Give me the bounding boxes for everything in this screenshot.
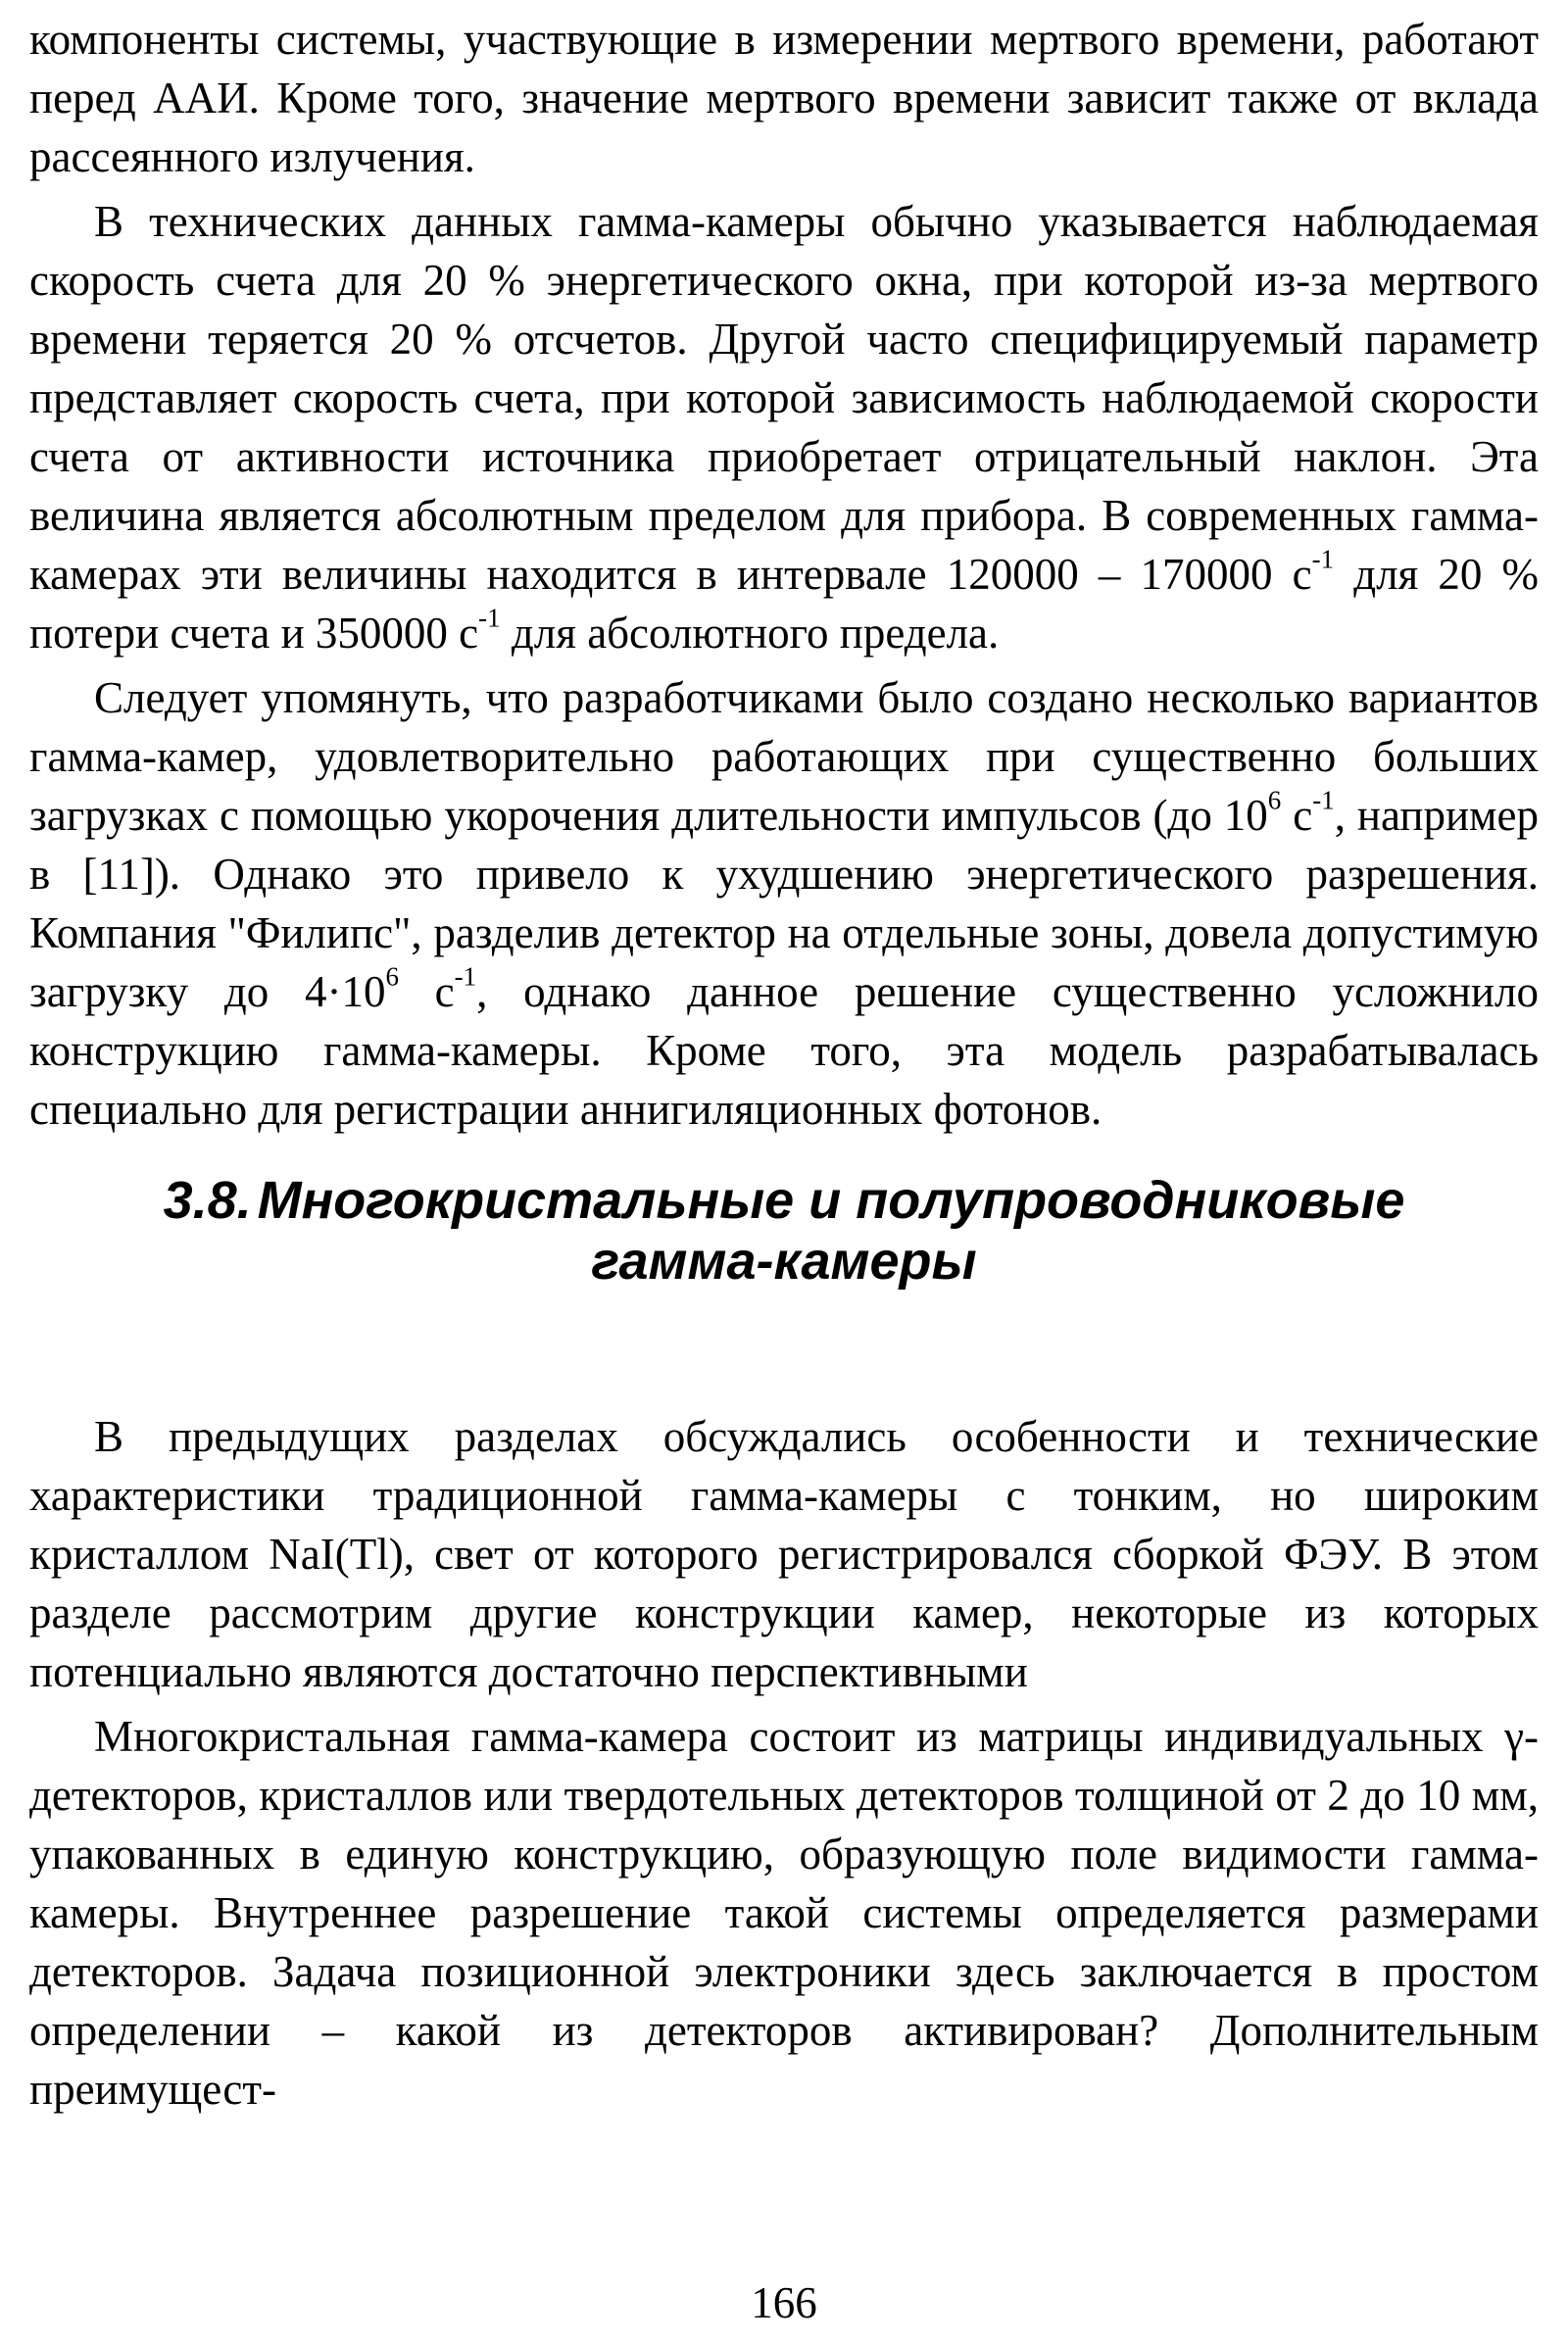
paragraph-text: Многокристальная гамма-камера состоит из матрицы индивидуальных γ-детекторов, кристаллов или твердотельных детекторов толщиной от 2 до 10 мм, упакованных в единую конструкцию, образующую поле видимости гамма-камеры. Внутреннее разрешение такой системы определяется размерами детекторов. Задача позиционной электроники здесь заключается в простом определении – какой из детекторов активирован? Дополнительным преимущест- xyxy=(29,1712,1539,2114)
paragraph-text: В технических данных гамма-камеры обычно указывается наблюдаемая скорость счета для 20 % энергетического окна, при которой из-за мертвого времени теряется 20 % отсчетов. Другой часто специфицируемый параметр представляет скорость счета, при которой зависимость наблюдаемой скорости счета от активности источника приобретает отрицательный наклон. Эта величина является абсолютным пределом для прибора. В современных гамма-камерах эти величины находится в интервале 120000 – 170000 с xyxy=(29,197,1539,599)
page-number: 166 xyxy=(751,2278,817,2327)
section-number: 3.8. xyxy=(163,1171,252,1230)
paragraph-text: с xyxy=(1281,791,1313,840)
section-title-line2: гамма-камеры xyxy=(591,1232,977,1291)
paragraph-multicrystal xyxy=(29,1707,1539,2119)
paragraph-text: Следует упомянуть, что разработчиками было создано несколько вариантов гамма-камер, удовлетворительно работающих при существенно больших загрузках с помощью укорочения длительности импульсов (до 10 xyxy=(29,673,1539,840)
paragraph-text: для абсолютного предела. xyxy=(500,609,1000,658)
superscript: 6 xyxy=(385,961,399,992)
paragraph-text: В предыдущих разделах обсуждались особенности и технические характеристики традиционной гамма-камеры с тонким, но широким кристаллом NaI(Tl), свет от которого регистрировался сборкой ФЭУ. В этом разделе рассмотрим другие конструкции камер, некоторые из которых потенциально являются достаточно перспективными xyxy=(29,1412,1539,1696)
paragraph-text: с xyxy=(398,967,455,1016)
paragraph-text: , однако данное решение существенно усложнило конструкцию гамма-камеры. Кроме того, эта модель разрабатывалась специально для регистрации аннигиляционных фотонов. xyxy=(29,967,1539,1134)
paragraph-intro xyxy=(29,1407,1539,1701)
superscript: 6 xyxy=(1267,785,1282,815)
paragraph-count-rate xyxy=(29,192,1539,662)
paragraph-continuation xyxy=(29,10,1539,186)
page-body xyxy=(29,10,1539,2124)
superscript: -1 xyxy=(1311,544,1335,574)
paragraph-high-load xyxy=(29,668,1539,1139)
superscript: -1 xyxy=(478,603,501,633)
section-heading xyxy=(29,1170,1539,1292)
superscript: -1 xyxy=(454,961,477,992)
superscript: -1 xyxy=(1312,785,1335,815)
paragraph-text: компоненты системы, участвующие в измерении мертвого времени, работают перед ААИ. Кроме того, значение мертвого времени зависит также от вклада рассеянного излучения. xyxy=(29,15,1539,181)
section-title-line1: Многокристальные и полупроводниковые xyxy=(257,1171,1405,1230)
paragraph-text: для 20 % потери счета и 350000 с xyxy=(29,550,1539,658)
paragraph-text: , например в [11]). Однако это привело к ухудшению энергетического разрешения. Компания "Филипс", разделив детектор на отдельные зоны, довела допустимую загрузку до 4·10 xyxy=(29,791,1539,1016)
